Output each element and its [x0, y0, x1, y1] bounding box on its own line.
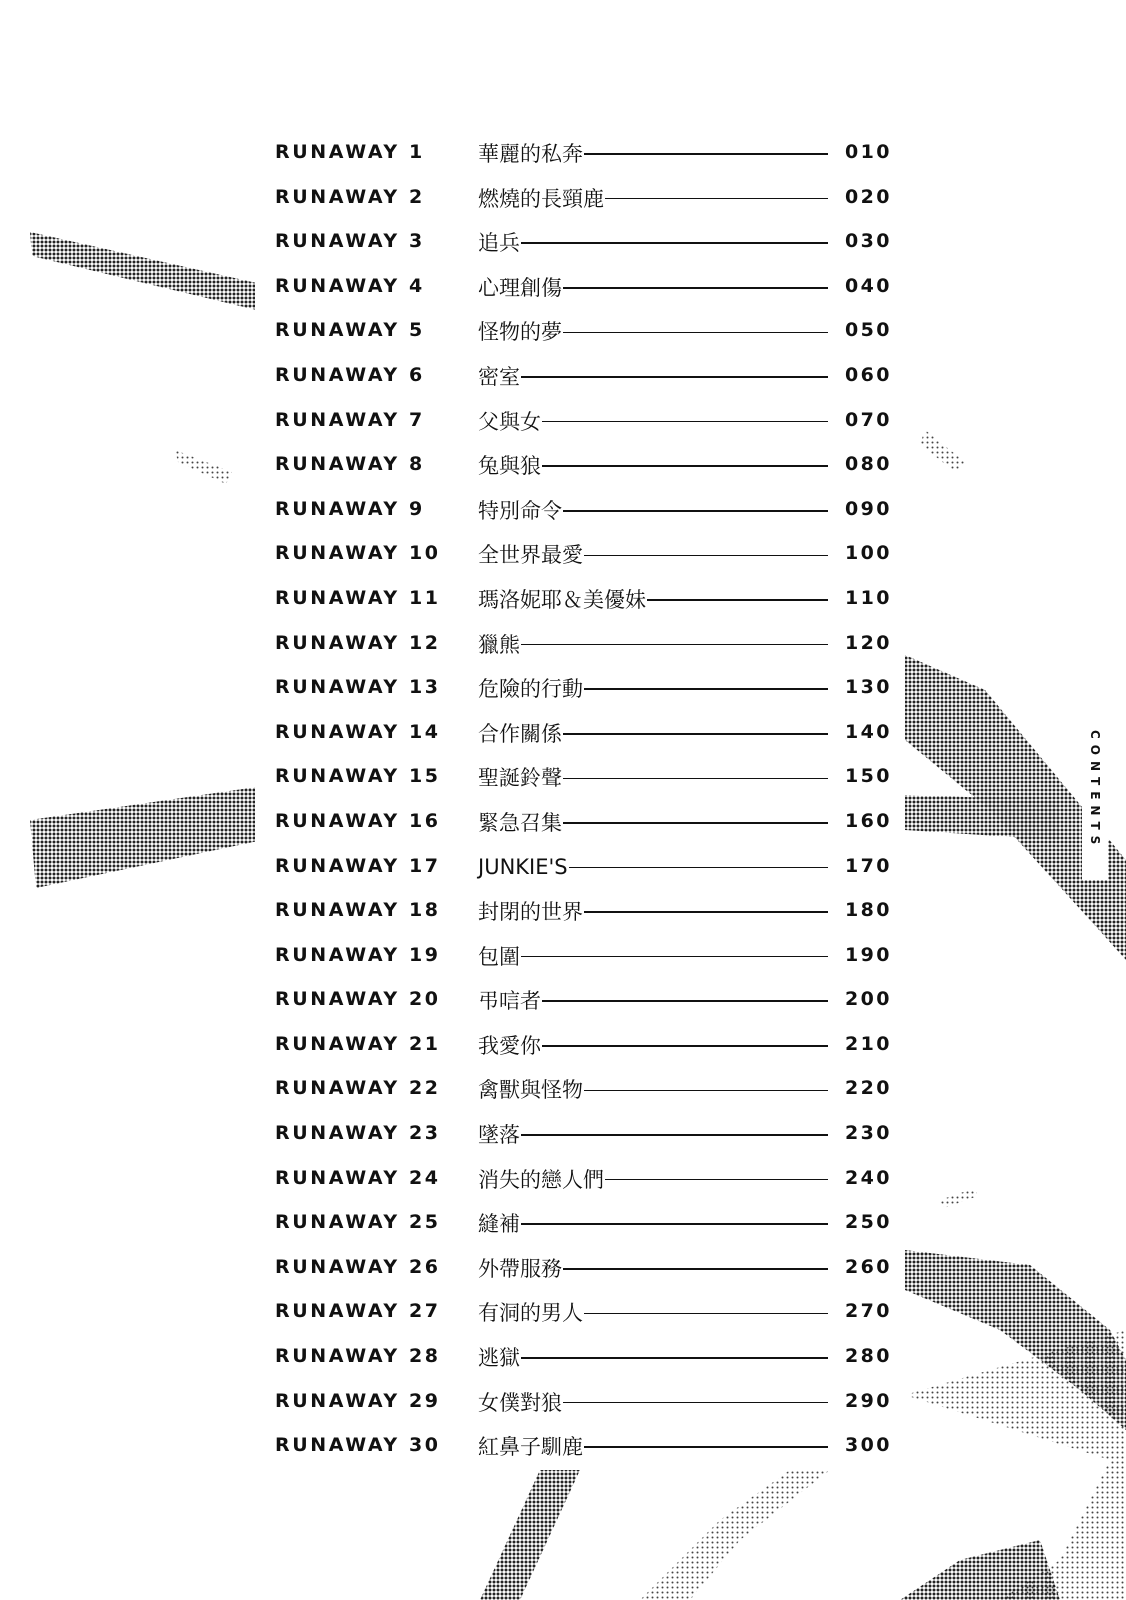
- chapter-title: 女僕對狼: [478, 1390, 562, 1415]
- halftone-stroke: [30, 785, 272, 888]
- page-number: 090: [845, 497, 892, 520]
- toc-entry: [275, 1292, 895, 1337]
- leader-line: [584, 1313, 828, 1315]
- toc-entry: [275, 267, 895, 312]
- page-number: 020: [845, 185, 892, 208]
- toc-entry: [275, 936, 895, 981]
- page-number: 150: [845, 765, 892, 788]
- leader-line: [563, 287, 828, 289]
- halftone-stroke: [30, 232, 270, 312]
- halftone-stroke: [905, 795, 1060, 840]
- chapter-number: RUNAWAY 28: [275, 1345, 441, 1368]
- contents-side-label: [1082, 730, 1108, 880]
- leader-line: [521, 956, 828, 958]
- chapter-title-line: [478, 1069, 828, 1109]
- chapter-title: 禽獸與怪物: [478, 1078, 583, 1103]
- toc-entry: [275, 401, 895, 446]
- chapter-number: RUNAWAY 9: [275, 497, 425, 520]
- chapter-title: 特別命令: [478, 498, 562, 523]
- chapter-title-line: [478, 1382, 828, 1422]
- leader-line: [584, 555, 828, 557]
- toc-entry: [275, 1203, 895, 1248]
- leader-line: [605, 198, 828, 200]
- chapter-number: RUNAWAY 3: [275, 230, 425, 253]
- leader-line: [542, 1000, 828, 1002]
- leader-line: [563, 1402, 828, 1404]
- chapter-title: 包圍: [478, 944, 520, 969]
- toc-entry: [275, 847, 895, 892]
- chapter-title-line: [478, 579, 828, 619]
- chapter-title-line: [478, 267, 828, 307]
- page-number: 170: [845, 854, 892, 877]
- leader-line: [584, 911, 828, 913]
- chapter-title-line: [478, 757, 828, 797]
- page-number: 070: [845, 408, 892, 431]
- chapter-title: 危險的行動: [478, 677, 583, 702]
- halftone-stroke: [640, 1470, 830, 1600]
- page-number: 280: [845, 1345, 892, 1368]
- chapter-title-line: [478, 891, 828, 931]
- page-number: 040: [845, 274, 892, 297]
- toc-entry: [275, 1025, 895, 1070]
- page-number: 210: [845, 1032, 892, 1055]
- chapter-number: RUNAWAY 15: [275, 765, 441, 788]
- page-number: 100: [845, 542, 892, 565]
- chapter-title: 密室: [478, 364, 520, 389]
- leader-line: [521, 1134, 828, 1136]
- chapter-title: 有洞的男人: [478, 1301, 583, 1326]
- chapter-title-line: [478, 356, 828, 396]
- chapter-number: RUNAWAY 8: [275, 453, 425, 476]
- chapter-number: RUNAWAY 17: [275, 854, 441, 877]
- chapter-title-line: [478, 668, 828, 708]
- page-number: 030: [845, 230, 892, 253]
- halftone-stroke: [920, 430, 965, 472]
- chapter-title: 緊急召集: [478, 810, 562, 835]
- leader-line: [521, 1223, 828, 1225]
- toc-entry: [275, 1382, 895, 1427]
- halftone-stroke: [900, 1540, 1060, 1600]
- toc-entry: [275, 891, 895, 936]
- toc-entry: [275, 1426, 895, 1471]
- chapter-number: RUNAWAY 22: [275, 1077, 441, 1100]
- toc-entry: [275, 534, 895, 579]
- toc-entry: [275, 222, 895, 267]
- page-number: 200: [845, 988, 892, 1011]
- chapter-title-line: [478, 1025, 828, 1065]
- chapter-title: 我愛你: [478, 1033, 541, 1058]
- chapter-title: 外帶服務: [478, 1256, 562, 1281]
- page-number: 300: [845, 1434, 892, 1457]
- page-number: 080: [845, 453, 892, 476]
- chapter-title-line: [478, 133, 828, 173]
- page-number: 060: [845, 363, 892, 386]
- toc-entry: [275, 579, 895, 624]
- chapter-number: RUNAWAY 6: [275, 363, 425, 386]
- page-number: 270: [845, 1300, 892, 1323]
- chapter-title: 弔唁者: [478, 989, 541, 1014]
- contents-label-text: CONTENTS: [1088, 730, 1102, 851]
- leader-line: [521, 1357, 828, 1359]
- chapter-number: RUNAWAY 19: [275, 943, 441, 966]
- chapter-title-line: [478, 534, 828, 574]
- page-number: 120: [845, 631, 892, 654]
- chapter-title-line: [478, 222, 828, 262]
- chapter-title: 怪物的夢: [478, 320, 562, 345]
- chapter-title: 聖誕鈴聲: [478, 766, 562, 791]
- toc-entry: [275, 133, 895, 178]
- chapter-title: 父與女: [478, 409, 541, 434]
- chapter-number: RUNAWAY 7: [275, 408, 425, 431]
- page-number: 230: [845, 1122, 892, 1145]
- toc-entry: [275, 490, 895, 535]
- chapter-title-line: [478, 490, 828, 530]
- chapter-title: 逃獄: [478, 1346, 520, 1371]
- chapter-title-line: [478, 624, 828, 664]
- toc-entry: [275, 802, 895, 847]
- chapter-title-line: [478, 1159, 828, 1199]
- leader-line: [542, 421, 828, 423]
- leader-line: [542, 1045, 828, 1047]
- chapter-number: RUNAWAY 25: [275, 1211, 441, 1234]
- halftone-stroke: [480, 1470, 580, 1600]
- page-number: 010: [845, 141, 892, 163]
- leader-line: [569, 867, 828, 869]
- chapter-title-line: [478, 311, 828, 351]
- leader-line: [584, 1090, 828, 1092]
- chapter-number: RUNAWAY 30: [275, 1434, 441, 1457]
- chapter-number: RUNAWAY 11: [275, 586, 441, 609]
- leader-line: [521, 644, 828, 646]
- toc-entry: [275, 713, 895, 758]
- chapter-title-line: [478, 1203, 828, 1243]
- toc-entry: [275, 1159, 895, 1204]
- leader-line: [563, 822, 828, 824]
- chapter-number: RUNAWAY 4: [275, 274, 425, 297]
- table-of-contents: [275, 133, 895, 1471]
- leader-line: [563, 778, 828, 780]
- chapter-title: 消失的戀人們: [478, 1167, 604, 1192]
- page-number: 260: [845, 1255, 892, 1278]
- chapter-title: 縫補: [478, 1212, 520, 1237]
- toc-entry: [275, 757, 895, 802]
- chapter-title-line: [478, 178, 828, 218]
- chapter-title-line: [478, 401, 828, 441]
- chapter-title-line: [478, 802, 828, 842]
- toc-entry: [275, 1248, 895, 1293]
- leader-line: [521, 242, 828, 244]
- chapter-title: 獵熊: [478, 632, 520, 657]
- leader-line: [584, 153, 828, 155]
- page-number: 110: [845, 586, 892, 609]
- leader-line: [647, 599, 828, 601]
- halftone-stroke: [175, 450, 232, 484]
- toc-entry: [275, 1337, 895, 1382]
- chapter-title-line: [478, 713, 828, 753]
- leader-line: [563, 733, 828, 735]
- toc-entry: [275, 356, 895, 401]
- leader-line: [584, 1446, 828, 1448]
- chapter-number: RUNAWAY 20: [275, 988, 441, 1011]
- chapter-number: RUNAWAY 26: [275, 1255, 441, 1278]
- toc-entry: [275, 445, 895, 490]
- page-number: 180: [845, 899, 892, 922]
- chapter-number: RUNAWAY 29: [275, 1389, 441, 1412]
- chapter-title: 追兵: [478, 231, 520, 256]
- chapter-title-line: [478, 980, 828, 1020]
- page-number: 220: [845, 1077, 892, 1100]
- chapter-title: 墜落: [478, 1123, 520, 1148]
- leader-line: [563, 1268, 828, 1270]
- chapter-title: 封閉的世界: [478, 900, 583, 925]
- chapter-title: 燃燒的長頸鹿: [478, 186, 604, 211]
- page-number: 050: [845, 319, 892, 342]
- chapter-number: RUNAWAY 12: [275, 631, 441, 654]
- page-number: 190: [845, 943, 892, 966]
- page-number: 130: [845, 676, 892, 699]
- toc-entry: [275, 1069, 895, 1114]
- chapter-title: JUNKIE'S: [478, 854, 568, 879]
- leader-line: [584, 688, 828, 690]
- page-number: 140: [845, 720, 892, 743]
- chapter-title-line: [478, 445, 828, 485]
- halftone-stroke: [940, 1188, 978, 1208]
- chapter-number: RUNAWAY 13: [275, 676, 441, 699]
- chapter-number: RUNAWAY 18: [275, 899, 441, 922]
- chapter-number: RUNAWAY 2: [275, 185, 425, 208]
- chapter-title-line: [478, 1114, 828, 1154]
- chapter-number: RUNAWAY 24: [275, 1166, 441, 1189]
- chapter-number: RUNAWAY 5: [275, 319, 425, 342]
- leader-line: [605, 1179, 828, 1181]
- chapter-title: 兔與狼: [478, 454, 541, 479]
- leader-line: [563, 332, 828, 334]
- toc-entry: [275, 668, 895, 713]
- chapter-title: 全世界最愛: [478, 543, 583, 568]
- chapter-title-line: [478, 1248, 828, 1288]
- leader-line: [563, 510, 828, 512]
- chapter-number: RUNAWAY 14: [275, 720, 441, 743]
- chapter-title: 紅鼻子馴鹿: [478, 1435, 583, 1460]
- chapter-number: RUNAWAY 21: [275, 1032, 441, 1055]
- page-number: 250: [845, 1211, 892, 1234]
- toc-entry: [275, 624, 895, 669]
- chapter-number: RUNAWAY 27: [275, 1300, 441, 1323]
- toc-entry: [275, 178, 895, 223]
- chapter-title-line: [478, 1292, 828, 1332]
- leader-line: [542, 465, 828, 467]
- chapter-number: RUNAWAY 10: [275, 542, 441, 565]
- chapter-number: RUNAWAY 16: [275, 809, 441, 832]
- toc-entry: [275, 311, 895, 356]
- chapter-title-line: [478, 936, 828, 976]
- chapter-title: 合作關係: [478, 721, 562, 746]
- chapter-title: 心理創傷: [478, 275, 562, 300]
- toc-entry: [275, 1114, 895, 1159]
- chapter-number: RUNAWAY 1: [275, 141, 425, 163]
- leader-line: [521, 376, 828, 378]
- chapter-title-line: [478, 1337, 828, 1377]
- page-number: 240: [845, 1166, 892, 1189]
- toc-entry: [275, 980, 895, 1025]
- chapter-title: 瑪洛妮耶＆美優妹: [478, 587, 646, 612]
- chapter-number: RUNAWAY 23: [275, 1122, 441, 1145]
- page-number: 160: [845, 809, 892, 832]
- page-number: 290: [845, 1389, 892, 1412]
- chapter-title-line: [478, 1426, 828, 1466]
- chapter-title: 華麗的私奔: [478, 142, 583, 166]
- chapter-title-line: [478, 847, 828, 887]
